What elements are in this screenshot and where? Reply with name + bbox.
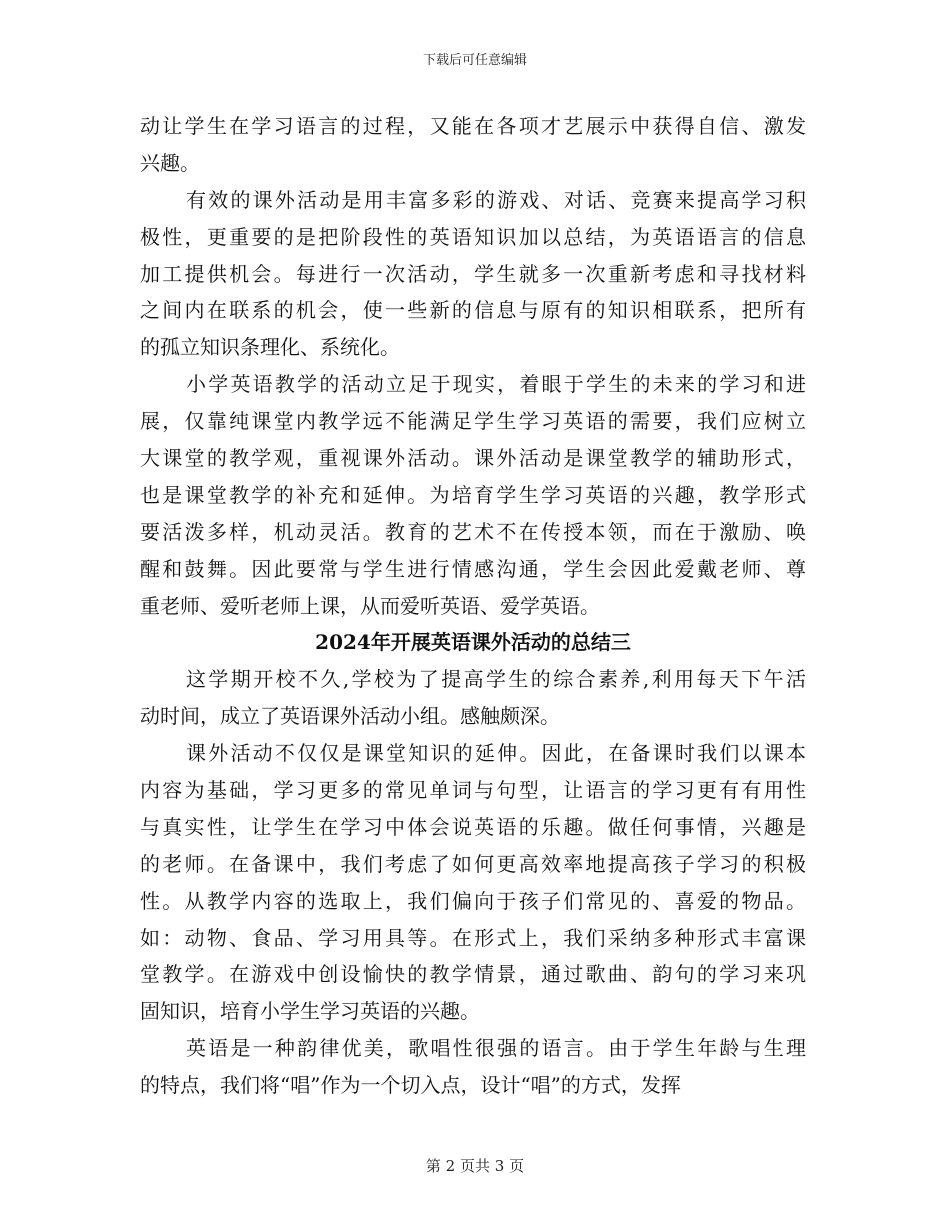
paragraph (140, 108, 806, 182)
page-header: 下载后可任意编辑 (422, 53, 527, 68)
paragraph (140, 366, 806, 624)
text-line: 动时间，成立了英语课外活动小组。感触颇深。 (140, 704, 560, 729)
text-line: 内容为基础，学习更多的常见单词与句型，让语言的学习更有有用性 (140, 778, 806, 803)
text-line: 如：动物、食品、学习用具等。在形式上，我们采纳多种形式丰富课 (140, 925, 806, 950)
text-line: 大课堂的教学观，重视课外活动。课外活动是课堂教学的辅助形式， (140, 446, 806, 471)
text-line: 之间内在联系的机会，使一些新的信息与原有的知识相联系，把所有 (140, 298, 806, 323)
text-line: 性。从教学内容的选取上，我们偏向于孩子们常见的、喜爱的物品。 (140, 888, 806, 913)
text-line: 加工提供机会。每进行一次活动，学生就多一次重新考虑和寻找材料 (140, 261, 806, 286)
text-line: 极性，更重要的是把阶段性的英语知识加以总结，为英语语言的信息 (140, 224, 806, 249)
document-body (140, 108, 806, 1104)
text-line: 有效的课外活动是用丰富多彩的游戏、对话、竞赛来提高学习积 (186, 187, 806, 212)
text-line: 与真实性，让学生在学习中体会说英语的乐趣。做任何事情，兴趣是 (140, 814, 806, 839)
text-line: 固知识，培育小学生学习英语的兴趣。 (140, 999, 480, 1024)
paragraph (140, 661, 806, 735)
text-line: 的特点，我们将“唱”作为一个切入点，设计“唱”的方式，发挥 (140, 1073, 681, 1098)
text-line: 小学英语教学的活动立足于现实，着眼于学生的未来的学习和进 (186, 372, 806, 397)
text-line: 重老师、爱听老师上课，从而爱听英语、爱学英语。 (140, 593, 600, 618)
text-line: 课外活动不仅仅是课堂知识的延伸。因此，在备课时我们以课本 (186, 741, 806, 766)
page-footer: 第 2 页共 3 页 (425, 1157, 525, 1175)
paragraph (140, 735, 806, 1030)
text-line: 展，仅靠纯课堂内教学远不能满足学生学习英语的需要，我们应树立 (140, 409, 806, 434)
section-heading: 2024年开展英语课外活动的总结三 (315, 630, 631, 655)
text-line: 兴趣。 (140, 150, 200, 175)
text-line: 这学期开校不久,学校为了提高学生的综合素养,利用每天下午活 (186, 667, 806, 692)
text-line: 堂教学。在游戏中创设愉快的教学情景，通过歌曲、韵句的学习来巩 (140, 962, 806, 987)
text-line: 醒和鼓舞。因此要常与学生进行情感沟通，学生会因此爱戴老师、尊 (140, 556, 806, 581)
text-line: 英语是一种韵律优美，歌唱性很强的语言。由于学生年龄与生理 (186, 1036, 806, 1061)
paragraph (140, 1030, 806, 1104)
paragraph (140, 182, 806, 366)
text-line: 动让学生在学习语言的过程，又能在各项才艺展示中获得自信、激发 (140, 114, 806, 138)
text-line: 的老师。在备课中，我们考虑了如何更高效率地提高孩子学习的积极 (140, 851, 806, 876)
text-line: 的孤立知识条理化、系统化。 (140, 335, 400, 360)
text-line: 要活泼多样，机动灵活。教育的艺术不在传授本领，而在于激励、唤 (140, 519, 806, 544)
text-line: 也是课堂教学的补充和延伸。为培育学生学习英语的兴趣，教学形式 (140, 482, 806, 507)
